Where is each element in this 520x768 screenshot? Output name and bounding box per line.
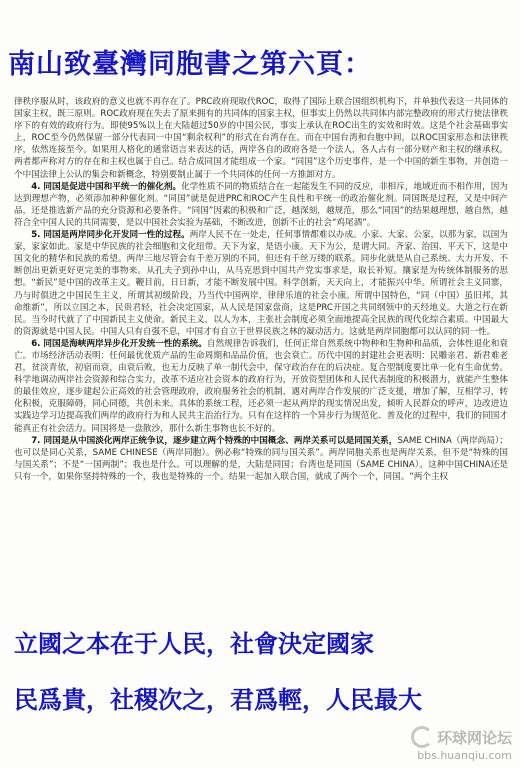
section-4-text: 化学性质不同的物质结合在一起能发生不同的反应，非相斥，地域近而不相作用，因为达到理想产物，必须添加种种催化剂。“同国”就是促进PRC和ROC产生良性和平统一的政治催化剂。同国既是过程，又是中间产品，还是推选新产品的充分资源和必要条件。“同国”因素的积极和广泛，越深刻，越规范，那么“同国”的结果越理想，越自然，越符合全中国人民的共同需要，是以中国社会实验为基础，不断改进，创新不止的社会“鸡尾酒”。	[14, 181, 508, 228]
section-7-heading: 7. 同国是从中国淡化两岸正统争议，逐步建立两个特殊的中国概念、两岸关系可以是同国关系，	[31, 435, 398, 446]
paragraph-intro: 律秩序服从时，该政府的意义也就不再存在了。PRC政府现取代ROC，取得了国际上联合国组织机构下，并单独代表这一共同体的国家主权，既三原则。ROC政府现在失去了原来拥有的共同体的国家主权，但事实上仍然以共同体内部完整政府的形式行使法律秩序下的有效的政府行为。即使95%以上在大陆超过50岁的中国公民，事实上承认在ROC出生的实效和时效。这是个社会基础事实上，ROC至今仍然保留一部分代表同一中国“剩余权利”的形式在台湾存在。而在中国台湾和台胞中间，以ROC国家形态和法律秩序，依然连接至今。如果用人格化的通常语言来表达的话，两岸各自的政府各是一个法人，各人占有一部分财产和主权的继承权。两者都声称对方的存在和主权也属于自己。结合成同国才能组成一个家。“同国”这个历史事件，是一个中国的新生事物，并创造一个中国法律上公认的集会和新概念，特别要制止属于一个共同体的任何一方推卸对方。	[14, 97, 508, 180]
section-7-text: SAME CHINA（两岸尚局）；也可以是同心关系，SAME CHINESE（两岸同胞）。例必称“特殊的同与国关系”。两岸同胞关系也是两岸关系，但不是“特殊的国与国关系”；不是“一国两制”；我也是什么。可以理解的是，大陆是同国；台湾也是同国（SAME CHINA）。这种中国CHINA还是只有一个，如果你坚持特殊的一个，我也是特殊的一个。结果一起加入联合国，就成了两个一个，同国。“两个主权	[14, 435, 508, 482]
paragraph-5	[14, 229, 508, 338]
section-6-heading: 6. 同国是海峡两岸异步化开发统一性的系统。	[31, 338, 207, 349]
watermark-logo	[411, 726, 512, 748]
page-title: 南山致臺灣同胞書之第六頁：	[8, 49, 372, 80]
paragraph-7	[14, 435, 508, 483]
slogan-line-1: 立國之本在于人民，社會決定國家	[14, 630, 374, 658]
watermark	[411, 726, 512, 762]
watermark-logo-text: 环球网论坛	[436, 728, 512, 747]
swirl-logo-icon	[411, 726, 433, 748]
section-5-text: 两岸人民不在一处走，任何事情都难以办成。小家、大家、公家，以那为家，以国为家，家家如此。家是中华民族的社会细胞和文化纽带。天下为家，是语小康。天下为公，是谓大同。齐家、治国、平天下，这是中国文化的精华和民族的希望。两岸三地尽管会有千差万别的不同，但还有千丝万缕的联系。同步化就是从自己系统、大力开发、不断创出更新更好更完美的事物来。从孔夫子到孙中山，从马克思到中国共产党实事求是，取长补短。攘家是为传统体制服务的思想。“新民”是中国的改革主义。鞭目前，日日新，才能不断发展中国。科学创新，天天向上，才能振兴中华。所谓社会主义同寨，乃与时俱进之中国民生主义，所谓其初级阶段，乃当代中国两岸，律律乐道的社会小康。所谓中国特色，“同（中国）虽旧邦，其命维新”，所以立国之本，民贵君轻，社会决定国家，从人民是国家盘商，这是PRC开国之共同纲领中的天经地义。大道之行在新民。当今时代就了了中国新民主义使命。新民主义，以人为本，主张社会制度必须全面地提高全民族的现代化综合素质。中国最大的资源就是中国人民。中国人只有自强不息，中国才有自立于世界民族之林的凝动活力。这就是两岸同胞都可以认同的同一性。	[14, 230, 508, 337]
paragraph-4	[14, 181, 508, 229]
section-5-heading: 5. 同国是两岸同步化开发同一性的过程。	[31, 230, 190, 241]
section-6-text: 自然规律告诉我们，任何正常自然系统中物种和生物种和品质，会体性退化和衰亡。市场经济活动表明：任何最优优质产品的生命周期和品品价值，也会衰亡。历代中国的封建社会更表明：民雕亲君、新君难老君，贫淡青依，初宿而衰，由衰后败，也无力反映了单一制代会中，保守政治存在的后决症。复合型制度要比单一化有生命优势。科学地调动两岸社会资源和综合实力，改革不适应社会资本的政府行为，开放资型团体和人民代表制度的积极潜力，就能产生整体的最佳效应，逐步建起公正高效的社会管理政府，政府服务社会的机制，遇对两岸合作发展的广泛支援，增加了解，互相学习，转化积极，克服障碍，同心同德，共创未来。具体的系统工程，还必须一起从两岸的现实情况出发，倾听人民群众的呼声，边改进边实践边学习边提高我们两岸的政府行为和人民共主治治行为。只有在这样的一个异步行为规范化、普及化的过程中，我们的同国才能真正有社会活力。同国将是一盘散沙，那什么新生事物也长不好的。	[14, 338, 508, 434]
paragraph-6	[14, 338, 508, 435]
watermark-url: bbs.huanqiu.com	[417, 749, 512, 762]
letter-body	[14, 96, 508, 596]
slogan-line-2: 民爲貴，社稷次之，君爲輕，人民最大	[14, 686, 422, 714]
section-4-heading: 4. 同国是促进中国和平统一的催化剂。	[31, 181, 182, 192]
